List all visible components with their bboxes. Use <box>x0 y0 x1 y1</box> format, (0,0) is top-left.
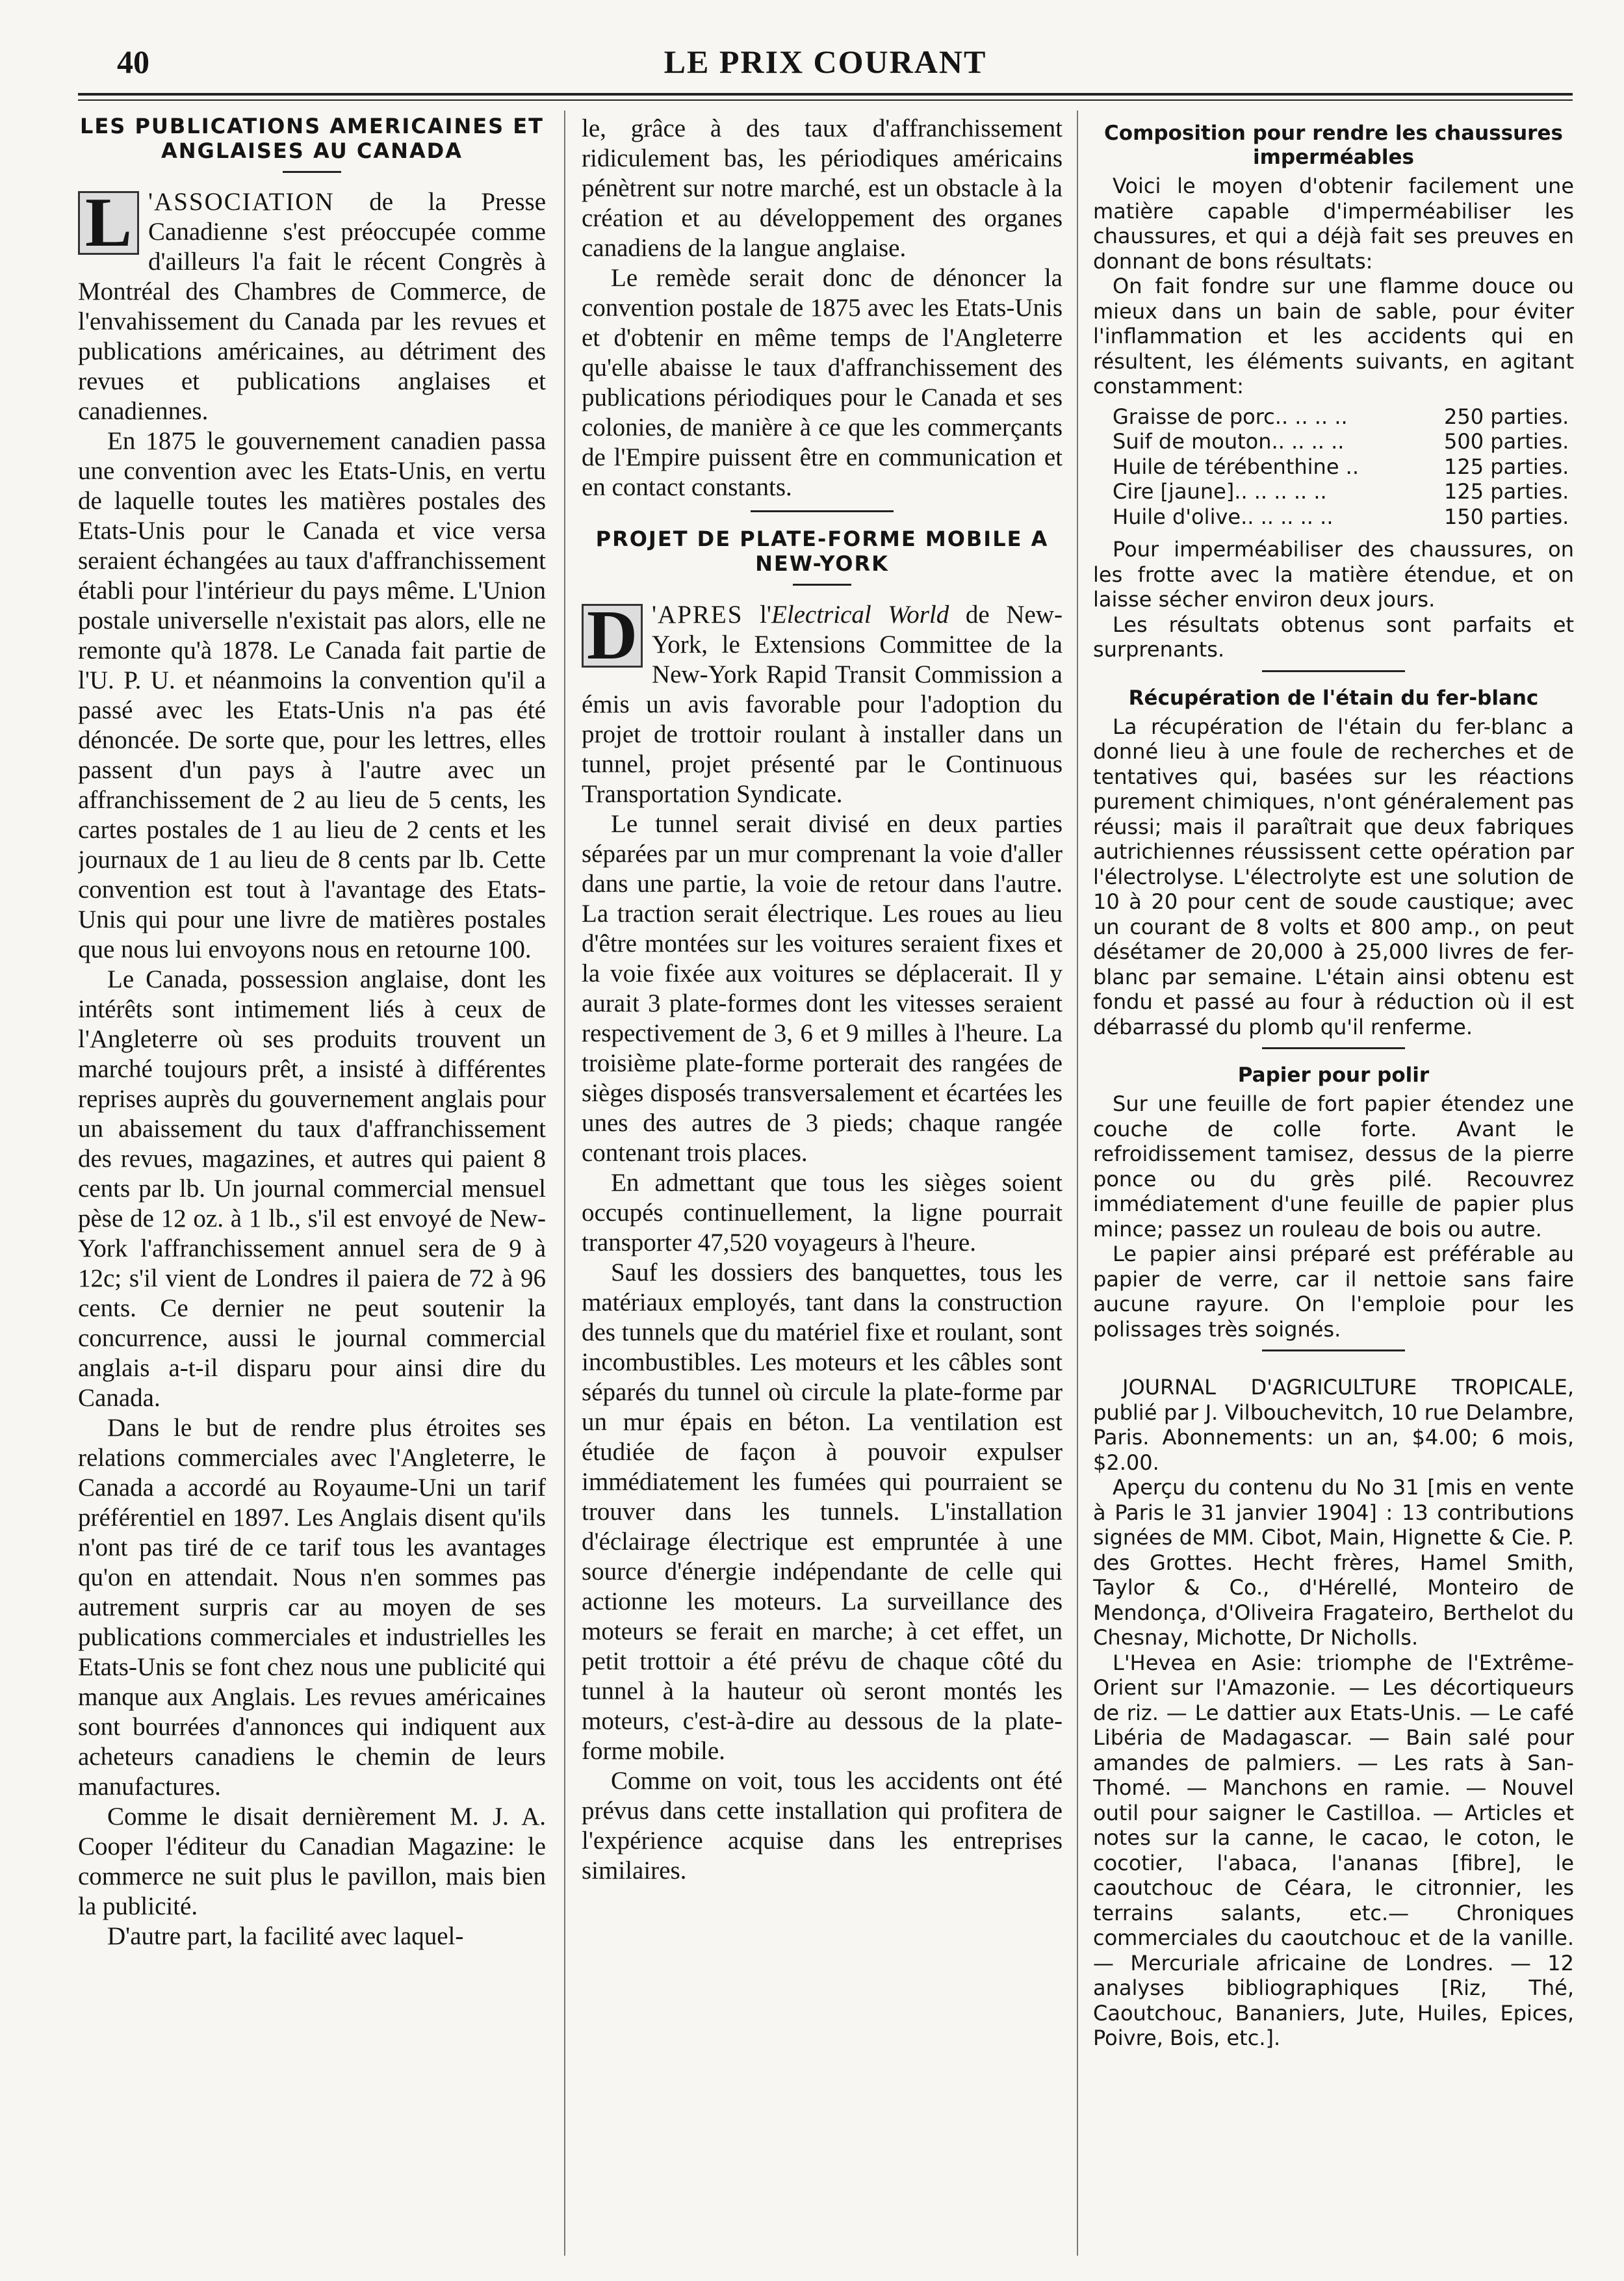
recipe-item: Huile d'olive.. .. .. .. .. 150 parties. <box>1113 504 1569 529</box>
article-title: Papier pour polir <box>1237 1063 1430 1087</box>
article-paragraph: Pour imperméabiliser des chaussures, on les frotte avec la matière étendue, et on laisse sécher environ deux jours. <box>1093 537 1574 612</box>
lead-text: de la Presse Canadienne s'est préoccupée comme d'ailleurs l'a fait le récent Congrès à Montréal des Chambres de Commerce, de l'envahissement du Canada par les revues et publications américaines, au détriment des revues et publications anglaises et canadiennes. <box>78 188 546 425</box>
publication-name: Electrical World <box>771 601 949 629</box>
section-rule <box>1262 1047 1405 1049</box>
article-paragraph: Voici le moyen d'obtenir facilement une matière capable d'imperméabiliser les chaussures, et qui a déjà fait ses preuves en donnant de bons résultats: <box>1093 174 1574 274</box>
spacer <box>1093 1366 1574 1375</box>
article-paragraph: Aperçu du contenu du No 31 [mis en vente à Paris le 31 janvier 1904] : 13 contributions signées de MM. Cibot, Main, Hignette & Cie. P. des Grottes. Hecht frères, Hamel Smith, Taylor & Co., d'Hérellé, Monteiro de Mendonça, d'Oliveira Fragateiro, Berthelot du Chesnay, Michotte, Dr Nicholls. <box>1093 1475 1574 1650</box>
recipe-item: Suif de mouton.. .. .. .. 500 parties. <box>1113 429 1569 454</box>
article-paragraph: Le remède serait donc de dénoncer la convention postale de 1875 avec les Etats-Unis et d'obtenir en même temps de l'Angleterre qu'elle abaisse le taux d'affranchissement des publications périodiques pour le Canada et ses colonies, de manière à ce que les commerçants de l'Empire puissent être en communication et en contact constants. <box>582 264 1063 501</box>
article-title: LES PUBLICATIONS AMERICAINES ET ANGLAISES AU CANADA <box>80 114 544 163</box>
article-paragraph: On fait fondre sur une flamme douce ou mieux dans un bain de sable, pour éviter l'inflammation et les accidents qui en résultent, les éléments suivants, en agitant constamment: <box>1093 274 1574 398</box>
column-right <box>1093 114 1574 2252</box>
article-paragraph: L'Hevea en Asie: triomphe de l'Extrême-Orient sur l'Amazonie. — Les décortiqueurs de riz. — Le dattier aux Etats-Unis. — Le café Libéria de Madagascar. — Bain salé pour amandes de palmiers. — Les rats à San-Thomé. — Manchons en ramie. — Nouvel outil pour saigner le Castilloa. — Articles et notes sur la canne, le cacao, le coton, le cocotier, l'abaca, l'ananas [fibre], le caoutchouc de Céara, le citronnier, les terrains salants, etc.— Chroniques commerciales du caoutchouc et de la vanille. — Mercuriale africaine de Londres. — 12 analyses bibliographiques [Riz, Thé, Caoutchouc, Bananiers, Jute, Huiles, Epices, Poivre, Bois, etc.]. <box>1093 1650 1574 2050</box>
page-number: 40 <box>117 44 149 80</box>
lead-caps: 'APRES <box>652 601 743 629</box>
lead-text: l' <box>743 601 771 629</box>
section-rule <box>1262 670 1405 672</box>
article-paragraph: Le Canada, possession anglaise, dont les intérêts sont intimement liés à ceux de l'Angleterre où ses produits trouvent un marché toujours prêt, a insisté à différentes reprises auprès du gouvernement anglais pour un abaissement du taux d'affranchissement des revues, magazines, et autres qui paient 8 cents par lb. Un journal commercial mensuel pèse de 12 oz. à 1 lb., s'il est envoyé de New-York l'affranchissement annuel sera de 9 à 12c; s'il vient de Londres il paiera de 72 à 96 cents. Ce dernier ne peut soutenir la concurrence, aussi le journal commercial anglais a-t-il disparu pour ainsi dire du Canada. <box>78 965 546 1412</box>
article-paragraph: JOURNAL D'AGRICULTURE TROPICALE, publié par J. Vilbouchevitch, 10 rue Delambre, Paris. Abonnements: un an, $4.00; 6 mois, $2.00. <box>1093 1375 1574 1475</box>
column-divider <box>1077 111 1078 2256</box>
article-paragraph: Comme le disait dernièrement M. J. A. Cooper l'éditeur du Canadian Magazine: le commerce ne suit plus le pavillon, mais bien la publicité. <box>78 1803 546 1920</box>
article-paragraph: En 1875 le gouvernement canadien passa une convention avec les Etats-Unis, en vertu de laquelle toutes les matières postales des Etats-Unis pour le Canada et vice versa seraient échangées au taux d'affranchissement établi pour l'intérieur du pays même. L'Union postale universelle n'existait pas alors, elle ne remonte qu'à 1878. Le Canada fait partie de l'U. P. U. et néanmoins la convention qu'il a passé avec les Etats-Unis n'a pas été dénoncée. De sorte que, pour les lettres, elles passent d'un pays à l'autre avec un affranchissement de 2 au lieu de 5 cents, les cartes postales de 1 au lieu de 2 cents et les journaux de 1 au lieu de 8 cents par lb. Cette convention est tout à l'avantage des Etats-Unis qui pour une livre de matières postales que nous lui envoyons nous en retourne 100. <box>78 427 546 963</box>
article-paragraph <box>582 597 1063 809</box>
article-paragraph: Dans le but de rendre plus étroites ses relations commerciales avec l'Angleterre, le Canada a accordé au Royaume-Uni un tarif préférentiel en 1897. Les Anglais disent qu'ils n'ont pas tiré de ce tarif tous les avantages qu'on en attendait. Nous n'en sommes pas autrement surpris car au moyen de ses publications commerciales et industrielles les Etats-Unis se font chez nous une publicité qui manque aux Anglais. Les revues américaines sont bourrées d'annonces qui indiquent aux acheteurs canadiens le chemin de leurs manufactures. <box>78 1414 546 1801</box>
article-paragraph: Sauf les dossiers des banquettes, tous les matériaux employés, tant dans la construction des tunnels que du matériel fixe et roulant, sont incombustibles. Les moteurs et les câbles sont séparés du tunnel où circule la plate-forme par un mur épais en béton. La ventilation est étudiée de façon à pouvoir expulser immédiatement les fumées qui pourraient se trouver dans les tunnels. L'installation d'éclairage électrique est empruntée à une source d'énergie indépendante de celle qui actionne les moteurs. La surveillance des moteurs se ferait en marche; à cet effet, un petit trottoir a été prévu de chaque côté du tunnel à la hauteur où seront montés les moteurs, c'est-à-dire au dessous de la plate-forme mobile. <box>582 1258 1063 1765</box>
article-title: PROJET DE PLATE-FORME MOBILE A NEW-YORK <box>595 527 1049 576</box>
article-paragraph: La récupération de l'étain du fer-blanc a donné lieu à une foule de recherches et de tentatives qui, basées sur les réactions purement chimiques, n'ont généralement pas réussi; mais il paraîtrait que deux fabriques autrichiennes réussissent cette opération par l'électrolyse. L'électrolyte est une solution de 10 à 20 pour cent de soude caustique; avec un courant de 8 volts et 800 amp., on peut désétamer de 20,000 à 25,000 livres de fer-blanc par semaine. L'étain ainsi obtenu est fondu et passé au four à réduction où il est débarrassé du plomb qu'il renferme. <box>1093 714 1574 1039</box>
title-rule <box>283 171 341 173</box>
article-paragraph: Sur une feuille de fort papier étendez une couche de colle forte. Avant le refroidissement tamisez, dessus de la pierre ponce ou du grès pilé. Recouvrez immédiatement d'une feuille de papier plus mince; passez un rouleau de bois ou autre. <box>1093 1091 1574 1242</box>
column-left <box>78 114 546 2252</box>
lead-caps: 'ASSOCIATION <box>148 188 335 216</box>
column-divider <box>564 111 565 2256</box>
article-paragraph: Le papier ainsi préparé est préférable au papier de verre, car il nettoie sans faire aucune rayure. On l'emploie pour les polissages très soignés. <box>1093 1242 1574 1342</box>
recipe-item: Cire [jaune].. .. .. .. .. 125 parties. <box>1113 479 1569 504</box>
article-paragraph: Les résultats obtenus sont parfaits et surprenants. <box>1093 612 1574 662</box>
header-rule <box>78 93 1573 96</box>
header-rule-thin <box>78 99 1573 101</box>
column-middle <box>582 114 1063 2252</box>
section-rule <box>1262 1349 1405 1351</box>
section-rule <box>751 510 894 512</box>
article-paragraph: En admettant que tous les sièges soient occupés continuellement, la ligne pourrait transporter 47,520 voyageurs à l'heure. <box>582 1169 1063 1257</box>
article-paragraph: Le tunnel serait divisé en deux parties séparées par un mur comprenant la voie d'aller dans une partie, la voie de retour dans l'autre. La traction serait électrique. Les roues au lieu d'être montées sur les voitures seraient fixes et la voie fixée aux voitures se déplacerait. Il y aurait 3 plate-formes dont les vitesses seraient respectivement de 3, 6 et 9 milles à l'heure. La troisième plate-forme porterait des rangées de sièges disposés transversalement et écartées les unes des autres de 3 pieds; chaque rangée contenant trois places. <box>582 810 1063 1167</box>
article-paragraph <box>78 184 546 426</box>
article-paragraph: D'autre part, la facilité avec laquel- <box>107 1922 464 1950</box>
recipe-item: Graisse de porc.. .. .. .. 250 parties. <box>1113 404 1569 429</box>
drop-cap: D <box>582 604 643 668</box>
recipe-list <box>1113 404 1574 530</box>
article-paragraph: Comme on voit, tous les accidents ont été prévus dans cette installation qui profitera de l'expérience acquise dans les entreprises similaires. <box>582 1767 1063 1884</box>
article-paragraph: le, grâce à des taux d'affranchissement ridiculement bas, les périodiques américains pénètrent sur notre marché, est un obstacle à la création et au développement des organes canadiens de la langue anglaise. <box>582 114 1063 262</box>
journal-title: LE PRIX COURANT <box>664 44 987 80</box>
page-header <box>78 39 1573 91</box>
title-rule <box>793 584 851 586</box>
article-title: Récupération de l'étain du fer-blanc <box>1128 686 1539 710</box>
lead-text: de New-York, le Extensions Committee de la New-York Rapid Transit Commission a émis un avis favorable pour l'adoption du projet de trottoir roulant à installer dans un tunnel, projet présenté par le Continuous Transportation Syndicate. <box>582 601 1063 808</box>
article-title: Composition pour rendre les chaussures imperméables <box>1104 122 1563 169</box>
recipe-item: Huile de térébenthine .. 125 parties. <box>1113 454 1569 479</box>
drop-cap: L <box>78 191 139 255</box>
